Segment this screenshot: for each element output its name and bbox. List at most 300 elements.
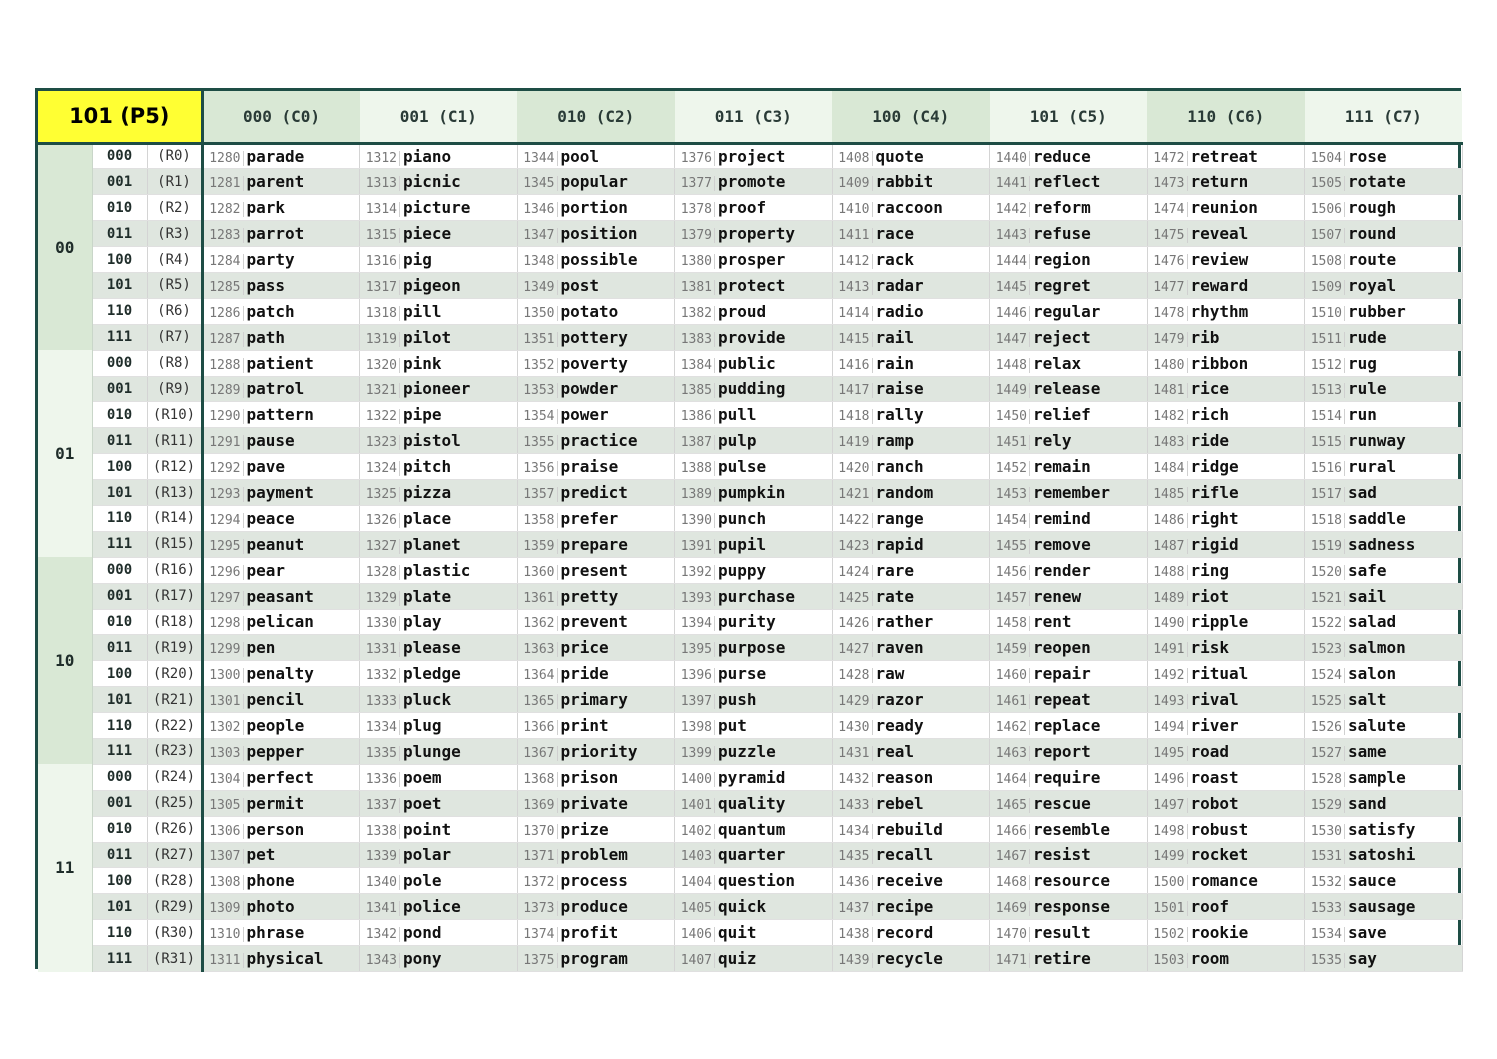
word-index: 1373 xyxy=(518,901,558,916)
word-cell xyxy=(360,272,518,298)
word-text: relief xyxy=(1033,405,1091,425)
word-index: 1501 xyxy=(1148,901,1188,916)
word-cell xyxy=(202,738,360,764)
row-label: (R11) xyxy=(147,428,202,454)
word-cell xyxy=(1147,402,1305,428)
row-binary: 110 xyxy=(92,920,147,946)
word-index: 1406 xyxy=(675,927,715,942)
word-cell xyxy=(360,324,518,350)
word-index: 1318 xyxy=(360,306,400,321)
table-row xyxy=(38,531,1462,557)
row-binary: 110 xyxy=(92,298,147,324)
word-cell xyxy=(202,661,360,687)
row-label: (R31) xyxy=(147,946,202,972)
word-index: 1309 xyxy=(204,901,244,916)
word-cell xyxy=(202,946,360,972)
word-index: 1531 xyxy=(1305,849,1345,864)
word-text: pepper xyxy=(246,741,305,761)
word-index: 1449 xyxy=(990,383,1030,398)
word-text: public xyxy=(718,353,776,373)
word-text: ranch xyxy=(875,457,924,477)
word-index: 1471 xyxy=(990,953,1030,968)
word-cell xyxy=(360,920,518,946)
word-index: 1288 xyxy=(204,358,244,373)
word-text: reopen xyxy=(1033,638,1091,658)
word-cell xyxy=(360,505,518,531)
word-cell xyxy=(832,920,990,946)
word-cell xyxy=(360,868,518,894)
header-row xyxy=(38,91,1462,143)
word-cell xyxy=(202,868,360,894)
word-index: 1319 xyxy=(360,332,400,347)
word-text: power xyxy=(560,405,609,425)
word-cell xyxy=(1305,635,1463,661)
word-text: repair xyxy=(1033,664,1091,684)
word-index: 1304 xyxy=(204,772,244,787)
word-cell xyxy=(675,376,833,402)
row-label: (R15) xyxy=(147,531,202,557)
word-cell xyxy=(517,402,675,428)
row-label: (R17) xyxy=(147,583,202,609)
word-text: ribbon xyxy=(1190,353,1249,373)
word-index: 1331 xyxy=(360,642,400,657)
word-text: pause xyxy=(246,431,295,451)
word-cell xyxy=(517,764,675,790)
word-index: 1394 xyxy=(675,616,715,631)
row-binary: 011 xyxy=(92,221,147,247)
word-text: romance xyxy=(1190,871,1258,891)
word-text: patch xyxy=(246,301,295,321)
word-text: purse xyxy=(718,664,767,684)
word-cell xyxy=(202,713,360,739)
word-index: 1529 xyxy=(1305,798,1345,813)
word-index: 1495 xyxy=(1148,746,1188,761)
word-text: put xyxy=(718,716,747,736)
word-cell xyxy=(675,609,833,635)
word-cell xyxy=(1147,272,1305,298)
word-text: quiz xyxy=(718,949,757,969)
word-text: purchase xyxy=(718,586,796,606)
word-index: 1442 xyxy=(990,202,1030,217)
word-index: 1401 xyxy=(675,798,715,813)
word-index: 1289 xyxy=(204,383,244,398)
word-index: 1426 xyxy=(833,616,873,631)
word-text: resource xyxy=(1033,871,1111,891)
word-text: ridge xyxy=(1190,457,1239,477)
word-index: 1300 xyxy=(204,668,244,683)
word-index: 1470 xyxy=(990,927,1030,942)
word-cell xyxy=(1147,169,1305,195)
row-group-label: 10 xyxy=(38,557,92,764)
page-label: 101 (P5) xyxy=(38,91,202,143)
word-cell xyxy=(675,557,833,583)
word-cell xyxy=(1305,687,1463,713)
word-cell xyxy=(675,687,833,713)
row-binary: 001 xyxy=(92,169,147,195)
word-index: 1322 xyxy=(360,409,400,424)
word-index: 1298 xyxy=(204,616,244,631)
table-body xyxy=(38,143,1462,972)
word-cell xyxy=(675,143,833,169)
table-row xyxy=(38,920,1462,946)
word-text: penalty xyxy=(246,664,314,684)
word-cell xyxy=(990,376,1148,402)
word-cell xyxy=(675,635,833,661)
word-text: prefer xyxy=(560,508,619,528)
word-cell xyxy=(990,738,1148,764)
word-cell xyxy=(832,376,990,402)
word-index: 1419 xyxy=(833,435,873,450)
word-cell xyxy=(1305,195,1463,221)
word-index: 1519 xyxy=(1305,539,1345,554)
word-index: 1360 xyxy=(518,565,558,580)
row-label: (R22) xyxy=(147,713,202,739)
word-index: 1345 xyxy=(518,176,558,191)
word-cell xyxy=(1305,402,1463,428)
row-binary: 001 xyxy=(92,583,147,609)
word-text: poem xyxy=(403,767,442,787)
word-index: 1466 xyxy=(990,824,1030,839)
word-index: 1402 xyxy=(675,824,715,839)
word-cell xyxy=(517,531,675,557)
row-binary: 010 xyxy=(92,609,147,635)
word-index: 1314 xyxy=(360,202,400,217)
word-text: release xyxy=(1033,379,1101,399)
word-index: 1510 xyxy=(1305,306,1345,321)
table-row xyxy=(38,609,1462,635)
word-text: retire xyxy=(1033,949,1091,969)
word-index: 1483 xyxy=(1148,435,1188,450)
word-text: print xyxy=(560,716,609,736)
column-header: 111 (C7) xyxy=(1305,91,1463,143)
word-cell xyxy=(990,480,1148,506)
word-text: rapid xyxy=(875,534,924,554)
word-text: pencil xyxy=(246,690,305,710)
word-cell xyxy=(990,609,1148,635)
word-text: save xyxy=(1348,923,1387,943)
word-index: 1477 xyxy=(1148,280,1188,295)
column-header: 000 (C0) xyxy=(202,91,360,143)
word-text: raise xyxy=(875,379,924,399)
word-index: 1430 xyxy=(833,720,873,735)
word-cell xyxy=(1305,480,1463,506)
word-index: 1438 xyxy=(833,927,873,942)
word-index: 1507 xyxy=(1305,228,1345,243)
word-text: region xyxy=(1033,250,1091,269)
word-text: piece xyxy=(403,224,452,244)
word-index: 1415 xyxy=(833,332,873,347)
table-row xyxy=(38,195,1462,221)
word-text: ring xyxy=(1190,560,1230,580)
word-index: 1454 xyxy=(990,513,1030,528)
word-cell xyxy=(360,764,518,790)
word-index: 1436 xyxy=(833,875,873,890)
word-text: post xyxy=(560,275,600,295)
word-text: punch xyxy=(718,508,767,528)
word-text: recall xyxy=(875,845,934,865)
word-index: 1346 xyxy=(518,202,558,217)
word-cell xyxy=(202,169,360,195)
word-cell xyxy=(1147,531,1305,557)
word-text: polar xyxy=(403,845,452,865)
word-text: reward xyxy=(1190,275,1249,295)
word-index: 1525 xyxy=(1305,694,1345,709)
word-text: protect xyxy=(718,275,786,295)
word-cell xyxy=(1305,868,1463,894)
word-index: 1458 xyxy=(990,616,1030,631)
word-index: 1305 xyxy=(204,798,244,813)
word-index: 1490 xyxy=(1148,616,1188,631)
row-label: (R9) xyxy=(147,376,202,402)
word-text: quantum xyxy=(718,819,786,839)
word-text: person xyxy=(246,819,305,839)
word-cell xyxy=(990,195,1148,221)
row-group-label: 11 xyxy=(38,764,92,971)
word-index: 1384 xyxy=(675,358,715,373)
word-index: 1367 xyxy=(518,746,558,761)
table-row xyxy=(38,298,1462,324)
word-cell xyxy=(202,635,360,661)
word-cell xyxy=(1305,143,1463,169)
word-cell xyxy=(202,376,360,402)
word-index: 1397 xyxy=(675,694,715,709)
word-index: 1284 xyxy=(204,254,244,269)
row-binary: 000 xyxy=(92,350,147,376)
word-index: 1282 xyxy=(204,202,244,217)
word-index: 1312 xyxy=(360,151,400,166)
word-index: 1440 xyxy=(990,151,1030,166)
word-index: 1508 xyxy=(1305,254,1345,269)
column-header: 110 (C6) xyxy=(1147,91,1305,143)
row-binary: 011 xyxy=(92,842,147,868)
word-text: rhythm xyxy=(1190,301,1249,321)
word-text: peanut xyxy=(246,534,305,554)
word-cell xyxy=(517,428,675,454)
table-row xyxy=(38,454,1462,480)
row-binary: 101 xyxy=(92,480,147,506)
word-index: 1518 xyxy=(1305,513,1345,528)
word-text: plastic xyxy=(403,560,471,580)
word-cell xyxy=(1147,505,1305,531)
word-index: 1409 xyxy=(833,176,873,191)
word-index: 1294 xyxy=(204,513,244,528)
word-text: pulse xyxy=(718,457,767,477)
row-group-label: 01 xyxy=(38,350,92,557)
word-text: present xyxy=(560,560,628,580)
word-cell xyxy=(990,946,1148,972)
word-cell xyxy=(360,221,518,247)
word-text: pink xyxy=(403,353,442,373)
word-index: 1522 xyxy=(1305,616,1345,631)
word-text: sand xyxy=(1348,793,1387,813)
word-cell xyxy=(675,583,833,609)
word-cell xyxy=(832,713,990,739)
word-cell xyxy=(360,350,518,376)
word-cell xyxy=(1147,738,1305,764)
table-row xyxy=(38,868,1462,894)
word-cell xyxy=(832,324,990,350)
word-index: 1299 xyxy=(204,642,244,657)
word-index: 1464 xyxy=(990,772,1030,787)
word-text: pottery xyxy=(560,327,628,347)
word-cell xyxy=(517,221,675,247)
row-binary: 110 xyxy=(92,713,147,739)
table-row xyxy=(38,324,1462,350)
word-cell xyxy=(517,609,675,635)
word-text: salt xyxy=(1348,690,1387,710)
word-text: radio xyxy=(875,301,924,321)
word-cell xyxy=(1147,324,1305,350)
word-cell xyxy=(990,868,1148,894)
word-text: planet xyxy=(403,534,461,554)
word-text: quit xyxy=(718,923,757,943)
word-index: 1323 xyxy=(360,435,400,450)
word-index: 1493 xyxy=(1148,694,1188,709)
word-text: prevent xyxy=(560,612,628,632)
word-index: 1505 xyxy=(1305,176,1345,191)
word-text: poverty xyxy=(560,353,628,373)
word-text: random xyxy=(875,483,934,503)
table-row xyxy=(38,480,1462,506)
table-row xyxy=(38,402,1462,428)
word-cell xyxy=(360,842,518,868)
word-cell xyxy=(1305,221,1463,247)
word-cell xyxy=(990,143,1148,169)
word-text: pretty xyxy=(560,586,619,606)
table-row xyxy=(38,272,1462,298)
word-text: replace xyxy=(1033,716,1101,736)
word-cell xyxy=(517,583,675,609)
word-index: 1416 xyxy=(833,358,873,373)
word-index: 1337 xyxy=(360,798,400,813)
word-text: sauce xyxy=(1348,871,1397,891)
word-index: 1324 xyxy=(360,461,400,476)
word-index: 1358 xyxy=(518,513,558,528)
row-binary: 100 xyxy=(92,247,147,273)
word-text: rough xyxy=(1348,198,1397,218)
word-index: 1281 xyxy=(204,176,244,191)
word-text: pulp xyxy=(718,431,757,451)
word-index: 1504 xyxy=(1305,151,1345,166)
word-text: pill xyxy=(403,301,442,321)
word-cell xyxy=(360,894,518,920)
word-text: real xyxy=(875,741,915,761)
word-index: 1535 xyxy=(1305,953,1345,968)
word-index: 1329 xyxy=(360,591,400,606)
word-cell xyxy=(675,661,833,687)
word-text: rebel xyxy=(875,793,924,813)
word-index: 1386 xyxy=(675,409,715,424)
word-text: resemble xyxy=(1033,819,1111,839)
word-text: piano xyxy=(403,146,452,166)
word-text: reject xyxy=(1033,327,1091,347)
word-text: ramp xyxy=(875,431,915,451)
table-row xyxy=(38,661,1462,687)
word-index: 1412 xyxy=(833,254,873,269)
word-text: process xyxy=(560,871,628,891)
word-cell xyxy=(1305,324,1463,350)
word-text: rigid xyxy=(1190,534,1239,554)
word-cell xyxy=(675,946,833,972)
word-index: 1451 xyxy=(990,435,1030,450)
word-cell xyxy=(517,920,675,946)
word-index: 1352 xyxy=(518,358,558,373)
word-cell xyxy=(1305,376,1463,402)
word-cell xyxy=(1147,713,1305,739)
word-cell xyxy=(1147,842,1305,868)
word-text: retreat xyxy=(1190,146,1258,166)
word-text: raccoon xyxy=(875,198,943,218)
word-cell xyxy=(517,842,675,868)
word-index: 1380 xyxy=(675,254,715,269)
word-index: 1527 xyxy=(1305,746,1345,761)
word-index: 1447 xyxy=(990,332,1030,347)
word-cell xyxy=(675,247,833,273)
word-text: pilot xyxy=(403,327,452,347)
word-index: 1497 xyxy=(1148,798,1188,813)
word-text: renew xyxy=(1033,586,1082,606)
column-header: 101 (C5) xyxy=(990,91,1148,143)
word-cell xyxy=(1305,764,1463,790)
word-index: 1424 xyxy=(833,565,873,580)
word-text: sample xyxy=(1348,767,1406,787)
word-cell xyxy=(832,557,990,583)
word-index: 1291 xyxy=(204,435,244,450)
word-index: 1455 xyxy=(990,539,1030,554)
word-text: safe xyxy=(1348,560,1387,580)
word-cell xyxy=(1147,350,1305,376)
word-cell xyxy=(990,247,1148,273)
word-text: puzzle xyxy=(718,741,776,761)
word-text: pool xyxy=(560,146,600,166)
word-cell xyxy=(1147,221,1305,247)
word-text: police xyxy=(403,897,461,917)
word-index: 1407 xyxy=(675,953,715,968)
row-label: (R27) xyxy=(147,842,202,868)
word-index: 1404 xyxy=(675,875,715,890)
word-cell xyxy=(675,195,833,221)
row-label: (R13) xyxy=(147,480,202,506)
word-cell xyxy=(990,687,1148,713)
word-index: 1500 xyxy=(1148,875,1188,890)
word-index: 1336 xyxy=(360,772,400,787)
word-index: 1405 xyxy=(675,901,715,916)
word-text: rug xyxy=(1348,353,1377,373)
word-cell xyxy=(990,842,1148,868)
word-index: 1439 xyxy=(833,953,873,968)
word-text: question xyxy=(718,871,796,891)
word-text: pitch xyxy=(403,457,452,477)
word-text: road xyxy=(1190,741,1230,761)
word-index: 1486 xyxy=(1148,513,1188,528)
word-text: satisfy xyxy=(1348,819,1416,839)
word-cell xyxy=(1305,894,1463,920)
word-cell xyxy=(360,946,518,972)
word-index: 1321 xyxy=(360,383,400,398)
word-cell xyxy=(832,221,990,247)
word-index: 1365 xyxy=(518,694,558,709)
word-text: sausage xyxy=(1348,897,1416,917)
word-text: pledge xyxy=(403,664,461,684)
word-index: 1453 xyxy=(990,487,1030,502)
word-index: 1528 xyxy=(1305,772,1345,787)
word-index: 1379 xyxy=(675,228,715,243)
column-header: 011 (C3) xyxy=(675,91,833,143)
word-cell xyxy=(832,350,990,376)
word-cell xyxy=(1305,738,1463,764)
word-text: pear xyxy=(246,560,286,580)
word-index: 1285 xyxy=(204,280,244,295)
